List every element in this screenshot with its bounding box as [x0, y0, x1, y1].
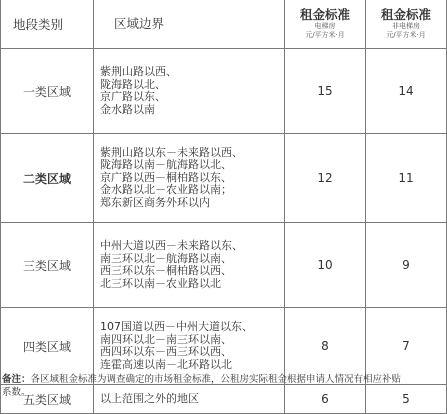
header-elevator-unit: 元/平方米·月: [305, 31, 345, 39]
row-elevator-rent: 6: [285, 385, 366, 414]
boundary-line: 京广路以西－桐柏路以东、: [100, 170, 232, 184]
header-boundary: 区域边界: [94, 0, 285, 49]
header-non-elevator-sub: 非电梯房: [392, 22, 420, 30]
note-label: 备注：: [2, 374, 31, 385]
boundary-line: 紫荆山路以西、: [100, 65, 177, 78]
row-category: 三类区域: [1, 223, 94, 308]
boundary-line: 金水路以南: [100, 102, 155, 116]
boundary-line: 郑东新区商务外环以内: [100, 195, 210, 209]
boundary-line: 以上范围之外的地区: [100, 391, 199, 405]
header-elevator-rent: [285, 0, 366, 49]
row-elevator-rent: 12: [285, 134, 366, 223]
boundary-line: 中州大道以西－未来路以东、: [100, 239, 243, 252]
header-non-elevator-rent: [366, 0, 447, 49]
row-boundary: [94, 308, 285, 385]
row-boundary: [94, 134, 285, 223]
boundary-line: 连霍高速以南－北环路以北: [100, 357, 232, 371]
table-row: [1, 223, 447, 308]
header-non-elevator-title: 租金标准: [380, 7, 431, 22]
boundary-line: 南三环以北－航海路以南、: [100, 251, 232, 265]
boundary-line: 西三环以东－桐柏路以西、: [100, 264, 232, 277]
header-elevator-sub: 电梯房: [314, 22, 336, 30]
boundary-line: 北三环以南－农业路以北: [100, 276, 221, 290]
boundary-line: 南四环以北－南三环以南、: [100, 332, 232, 346]
header-category: 地段类别: [1, 0, 94, 49]
boundary-line: 陇海路以南－航海路以北、: [100, 158, 232, 172]
table-row: [1, 134, 447, 223]
row-boundary: [94, 223, 285, 308]
table-row: [1, 49, 447, 134]
row-non-elevator-rent: 7: [366, 308, 447, 385]
row-elevator-rent: 10: [285, 223, 366, 308]
boundary-line: 陇海路以北、: [100, 77, 166, 91]
boundary-line: 西四环以东－西三环以西、: [100, 345, 232, 358]
row-category: 二类区域: [1, 134, 94, 223]
boundary-line: 京广路以东、: [100, 90, 166, 103]
row-non-elevator-rent: 14: [366, 49, 447, 134]
header-elevator-title: 租金标准: [299, 7, 350, 22]
row-category: 四类区域: [1, 308, 94, 385]
boundary-line: 金水路以北－农业路以南；: [100, 183, 232, 197]
row-elevator-rent: 15: [285, 49, 366, 134]
row-category: 五类区域: [1, 385, 94, 414]
table-header-row: [1, 0, 447, 49]
row-non-elevator-rent: 9: [366, 223, 447, 308]
table-row: [1, 308, 447, 385]
row-elevator-rent: 8: [285, 308, 366, 385]
row-boundary: [94, 49, 285, 134]
boundary-line: 107国道以西－中州大道以东、: [100, 320, 253, 333]
table-note: [2, 374, 406, 399]
row-category: 一类区域: [1, 49, 94, 134]
header-non-elevator-unit: 元/平方米·月: [386, 31, 426, 39]
note-text: 各区域租金标准为调查确定的市场租金标准，公租房实际租金根据申请人情况有相应补贴系数。: [2, 374, 402, 398]
row-non-elevator-rent: 11: [366, 134, 447, 223]
row-non-elevator-rent: 5: [366, 385, 447, 414]
boundary-line: 紫荆山路以东－未来路以西、: [100, 145, 243, 159]
